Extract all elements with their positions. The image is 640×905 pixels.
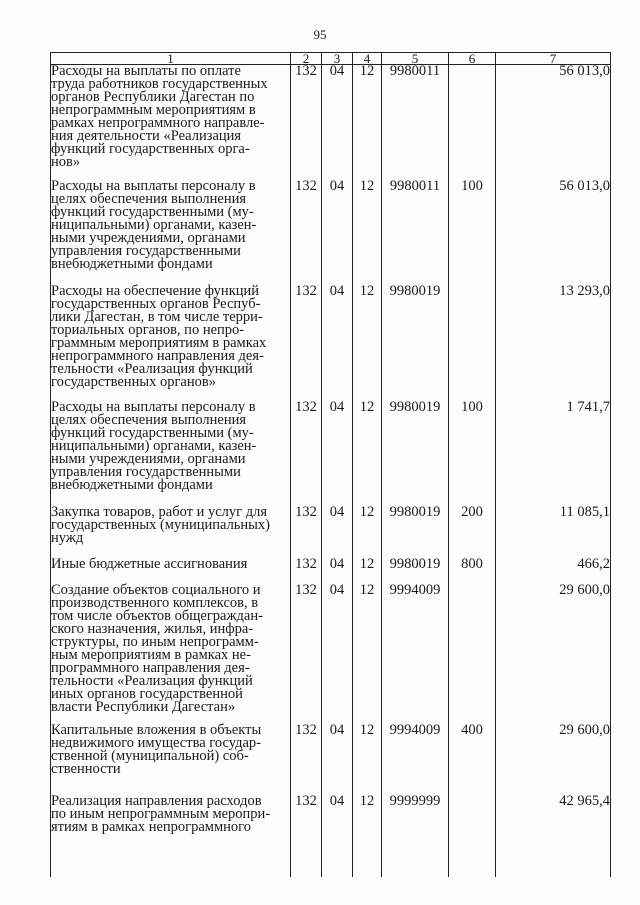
- expense-type-cell: [449, 795, 496, 877]
- expense-type-cell: 200: [449, 506, 496, 558]
- column-header: 4: [353, 53, 382, 65]
- amount-cell: 56 013,0: [496, 180, 611, 285]
- expense-name-line: ными учреждениями, органами: [51, 230, 246, 246]
- target-article-cell: 9980019: [382, 285, 449, 401]
- ministry-code-cell: 132: [291, 65, 322, 181]
- expense-name-line: непрограммного направления дея-: [51, 348, 264, 364]
- target-article-cell: 9994009: [382, 724, 449, 795]
- expense-type-cell: 400: [449, 724, 496, 795]
- expense-name-line: органов Республики Дагестан по: [51, 89, 255, 105]
- expense-name-line: труда работников государственных: [51, 76, 268, 92]
- ministry-code-cell: 132: [291, 285, 322, 401]
- expense-name-line: ственной (муниципальной) соб-: [51, 748, 249, 764]
- expense-name-line: Закупка товаров, работ и услуг для: [51, 504, 268, 520]
- page-number: 95: [313, 27, 327, 42]
- subsection-code-cell: 12: [353, 724, 382, 795]
- expense-name-line: непрограммным мероприятиям в: [51, 102, 256, 118]
- amount-cell: 466,2: [496, 558, 611, 584]
- ministry-code-cell: 132: [291, 180, 322, 285]
- expense-name-line: ственности: [51, 761, 121, 777]
- expense-name-line: ториальных органов, по непро-: [51, 322, 245, 338]
- table-row: [51, 65, 611, 181]
- expense-name-line: недвижимого имущества государ-: [51, 735, 261, 751]
- table-row: [51, 285, 611, 401]
- subsection-code-cell: 12: [353, 584, 382, 724]
- column-header: 5: [382, 53, 449, 65]
- expense-name-line: Расходы на выплаты персоналу в: [51, 178, 256, 194]
- ministry-code-cell: 132: [291, 724, 322, 795]
- table-row: [51, 724, 611, 795]
- expense-name-line: производственного комплексов, в: [51, 595, 259, 611]
- ministry-code-cell: 132: [291, 401, 322, 506]
- expense-name-line: Капитальные вложения в объекты: [51, 722, 262, 738]
- expense-name-line: внебюджетными фондами: [51, 256, 213, 272]
- expense-name-line: ния деятельности «Реализация: [51, 128, 242, 144]
- expense-name-line: целях обеспечения выполнения: [51, 412, 247, 428]
- expense-name-line: Создание объектов социального и: [51, 582, 261, 598]
- expense-name-line: программного направления дея-: [51, 660, 250, 676]
- table-row: [51, 506, 611, 558]
- expense-name-cell: [51, 180, 291, 285]
- expense-type-cell: 100: [449, 401, 496, 506]
- expense-name-line: целях обеспечения выполнения: [51, 191, 247, 207]
- expense-name-line: внебюджетными фондами: [51, 477, 213, 493]
- budget-table: [50, 52, 611, 877]
- expense-name-line: Реализация направления расходов: [51, 793, 262, 809]
- expense-name-line: ятиям в рамках непрограммного: [51, 819, 251, 835]
- expense-name-cell: [51, 65, 291, 181]
- ministry-code-cell: 132: [291, 558, 322, 584]
- expense-name-line: государственных органов Респуб-: [51, 296, 261, 312]
- amount-cell: 11 085,1: [496, 506, 611, 558]
- expense-name-line: функций государственных орга-: [51, 141, 250, 157]
- table-row: [51, 180, 611, 285]
- expense-name-cell: [51, 401, 291, 506]
- table-row: [51, 401, 611, 506]
- section-code-cell: 04: [322, 558, 353, 584]
- target-article-cell: 9980011: [382, 180, 449, 285]
- section-code-cell: 04: [322, 180, 353, 285]
- expense-name-line: иных органов государственной: [51, 686, 243, 702]
- expense-type-cell: 100: [449, 180, 496, 285]
- target-article-cell: 9980019: [382, 401, 449, 506]
- column-header: 3: [322, 53, 353, 65]
- amount-cell: 56 013,0: [496, 65, 611, 181]
- subsection-code-cell: 12: [353, 795, 382, 877]
- section-code-cell: 04: [322, 795, 353, 877]
- expense-name-cell: [51, 584, 291, 724]
- expense-type-cell: [449, 65, 496, 181]
- expense-name-line: Расходы на выплаты по оплате: [51, 63, 241, 79]
- subsection-code-cell: 12: [353, 285, 382, 401]
- expense-name-line: государственных (муниципальных): [51, 517, 270, 533]
- subsection-code-cell: 12: [353, 506, 382, 558]
- section-code-cell: 04: [322, 65, 353, 181]
- section-code-cell: 04: [322, 401, 353, 506]
- table-row: [51, 558, 611, 584]
- expense-name-line: функций государственными (му-: [51, 204, 254, 220]
- expense-name-line: лики Дагестан, в том числе терри-: [51, 309, 263, 325]
- target-article-cell: 9980019: [382, 506, 449, 558]
- expense-name-line: нужд: [51, 530, 84, 546]
- section-code-cell: 04: [322, 506, 353, 558]
- ministry-code-cell: 132: [291, 795, 322, 877]
- ministry-code-cell: 132: [291, 506, 322, 558]
- expense-name-line: ным мероприятиям в рамках не-: [51, 647, 251, 663]
- amount-cell: 1 741,7: [496, 401, 611, 506]
- expense-name-line: управления государственными: [51, 243, 241, 259]
- expense-name-line: функций государственными (му-: [51, 425, 254, 441]
- expense-name-line: Расходы на выплаты персоналу в: [51, 399, 256, 415]
- amount-cell: 29 600,0: [496, 724, 611, 795]
- expense-name-line: ными учреждениями, органами: [51, 451, 246, 467]
- target-article-cell: 9980011: [382, 65, 449, 181]
- expense-name-line: тельности «Реализация функций: [51, 361, 253, 377]
- section-code-cell: 04: [322, 584, 353, 724]
- expense-name-cell: [51, 506, 291, 558]
- expense-name-cell: [51, 558, 291, 584]
- expense-name-line: тельности «Реализация функций: [51, 673, 253, 689]
- expense-name-line: нов»: [51, 154, 81, 170]
- expense-name-line: ского назначения, жилья, инфра-: [51, 621, 254, 637]
- target-article-cell: 9999999: [382, 795, 449, 877]
- ministry-code-cell: 132: [291, 584, 322, 724]
- subsection-code-cell: 12: [353, 558, 382, 584]
- section-code-cell: 04: [322, 724, 353, 795]
- expense-type-cell: [449, 285, 496, 401]
- expense-name-line: по иным непрограммным меропри-: [51, 806, 271, 822]
- column-header: 1: [51, 53, 291, 65]
- table-row: [51, 795, 611, 877]
- amount-cell: 29 600,0: [496, 584, 611, 724]
- expense-name-line: Расходы на обеспечение функций: [51, 283, 260, 299]
- expense-name-line: граммным мероприятиям в рамках: [51, 335, 267, 351]
- expense-name-line: Иные бюджетные ассигнования: [51, 556, 248, 572]
- amount-cell: 42 965,4: [496, 795, 611, 877]
- target-article-cell: 9994009: [382, 584, 449, 724]
- expense-name-line: власти Республики Дагестан»: [51, 699, 236, 715]
- expense-type-cell: [449, 584, 496, 724]
- expense-name-line: ниципальными) органами, казен-: [51, 438, 257, 454]
- expense-name-cell: [51, 795, 291, 877]
- column-header: 2: [291, 53, 322, 65]
- expense-name-line: рамках непрограммного направле-: [51, 115, 265, 131]
- subsection-code-cell: 12: [353, 180, 382, 285]
- expense-type-cell: 800: [449, 558, 496, 584]
- subsection-code-cell: 12: [353, 65, 382, 181]
- expense-name-line: управления государственными: [51, 464, 241, 480]
- amount-cell: 13 293,0: [496, 285, 611, 401]
- subsection-code-cell: 12: [353, 401, 382, 506]
- section-code-cell: 04: [322, 285, 353, 401]
- target-article-cell: 9980019: [382, 558, 449, 584]
- column-header: 7: [496, 53, 611, 65]
- expense-name-line: том числе объектов общеграждан-: [51, 608, 263, 624]
- table-row: [51, 584, 611, 724]
- expense-name-cell: [51, 724, 291, 795]
- expense-name-line: ниципальными) органами, казен-: [51, 217, 257, 233]
- expense-name-line: структуры, по иным непрограмм-: [51, 634, 259, 650]
- column-header: 6: [449, 53, 496, 65]
- expense-name-line: государственных органов»: [51, 374, 216, 390]
- expense-name-cell: [51, 285, 291, 401]
